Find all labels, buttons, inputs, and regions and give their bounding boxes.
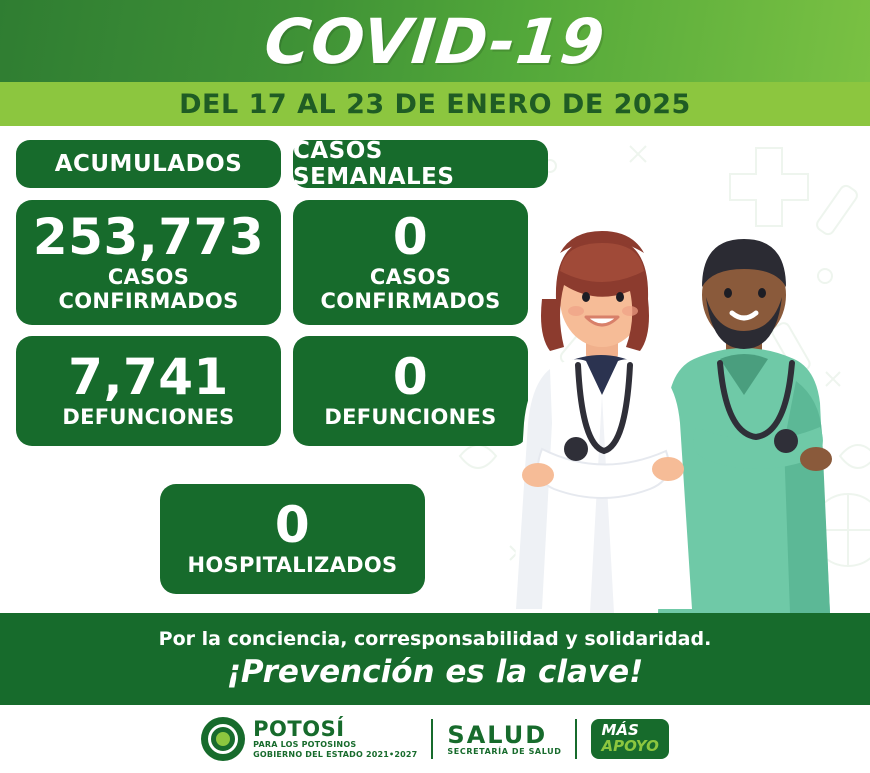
mas-apoyo-line1: MÁS	[601, 721, 639, 740]
column-header-weekly-label: CASOS SEMANALES	[293, 138, 455, 190]
potosi-logo	[201, 717, 417, 761]
weekly-cases-label-line1: CASOS	[369, 264, 452, 289]
footer-message-line1: Por la conciencia, corresponsabilidad y solidaridad.	[158, 628, 712, 650]
health-workers-illustration	[498, 213, 868, 613]
column-header-weekly	[293, 140, 548, 188]
page-title: COVID-19	[261, 4, 609, 78]
date-range-text: DEL 17 AL 23 DE ENERO DE 2025	[179, 88, 691, 120]
weekly-cases-label-line2: CONFIRMADOS	[320, 288, 501, 313]
column-header-accumulated	[16, 140, 281, 188]
logo-divider-2	[575, 719, 577, 759]
stat-card-weekly-cases	[293, 200, 528, 325]
weekly-deaths-value: 0	[392, 348, 429, 407]
potosi-logo-subtitle-2: GOBIERNO DEL ESTADO 2021•2027	[253, 749, 418, 759]
weekly-cases-value: 0	[392, 207, 429, 266]
mas-apoyo-logo	[591, 719, 668, 759]
salud-logo-title: SALUD	[447, 720, 548, 749]
salud-logo-subtitle: SECRETARÍA DE SALUD	[447, 746, 562, 756]
potosi-emblem-icon	[201, 717, 245, 761]
potosi-logo-subtitle-1: PARA LOS POTOSINOS	[253, 740, 357, 750]
hospitalized-value: 0	[274, 496, 311, 555]
potosi-logo-title: POTOSÍ	[253, 717, 345, 742]
footer-logo-bar	[0, 705, 870, 773]
footer-message-line2: ¡Prevención es la clave!	[226, 654, 644, 690]
stats-area	[0, 126, 870, 613]
date-range-band	[0, 82, 870, 126]
poster-header	[0, 0, 870, 82]
accumulated-cases-label-line2: CONFIRMADOS	[58, 288, 239, 313]
stat-card-accumulated-cases	[16, 200, 281, 325]
column-header-accumulated-label: ACUMULADOS	[54, 151, 243, 177]
salud-logo	[447, 720, 562, 756]
stat-card-accumulated-deaths	[16, 336, 281, 446]
accumulated-deaths-label: DEFUNCIONES	[62, 405, 235, 430]
accumulated-cases-value: 253,773	[32, 207, 265, 266]
accumulated-deaths-value: 7,741	[68, 348, 229, 407]
footer-message-band	[0, 613, 870, 705]
stat-card-hospitalized	[160, 484, 425, 594]
logo-divider	[431, 719, 433, 759]
mas-apoyo-line2: APOYO	[601, 737, 659, 755]
hospitalized-label: HOSPITALIZADOS	[187, 553, 398, 578]
stat-card-weekly-deaths	[293, 336, 528, 446]
weekly-deaths-label: DEFUNCIONES	[324, 405, 497, 430]
accumulated-cases-label-line1: CASOS	[107, 264, 190, 289]
